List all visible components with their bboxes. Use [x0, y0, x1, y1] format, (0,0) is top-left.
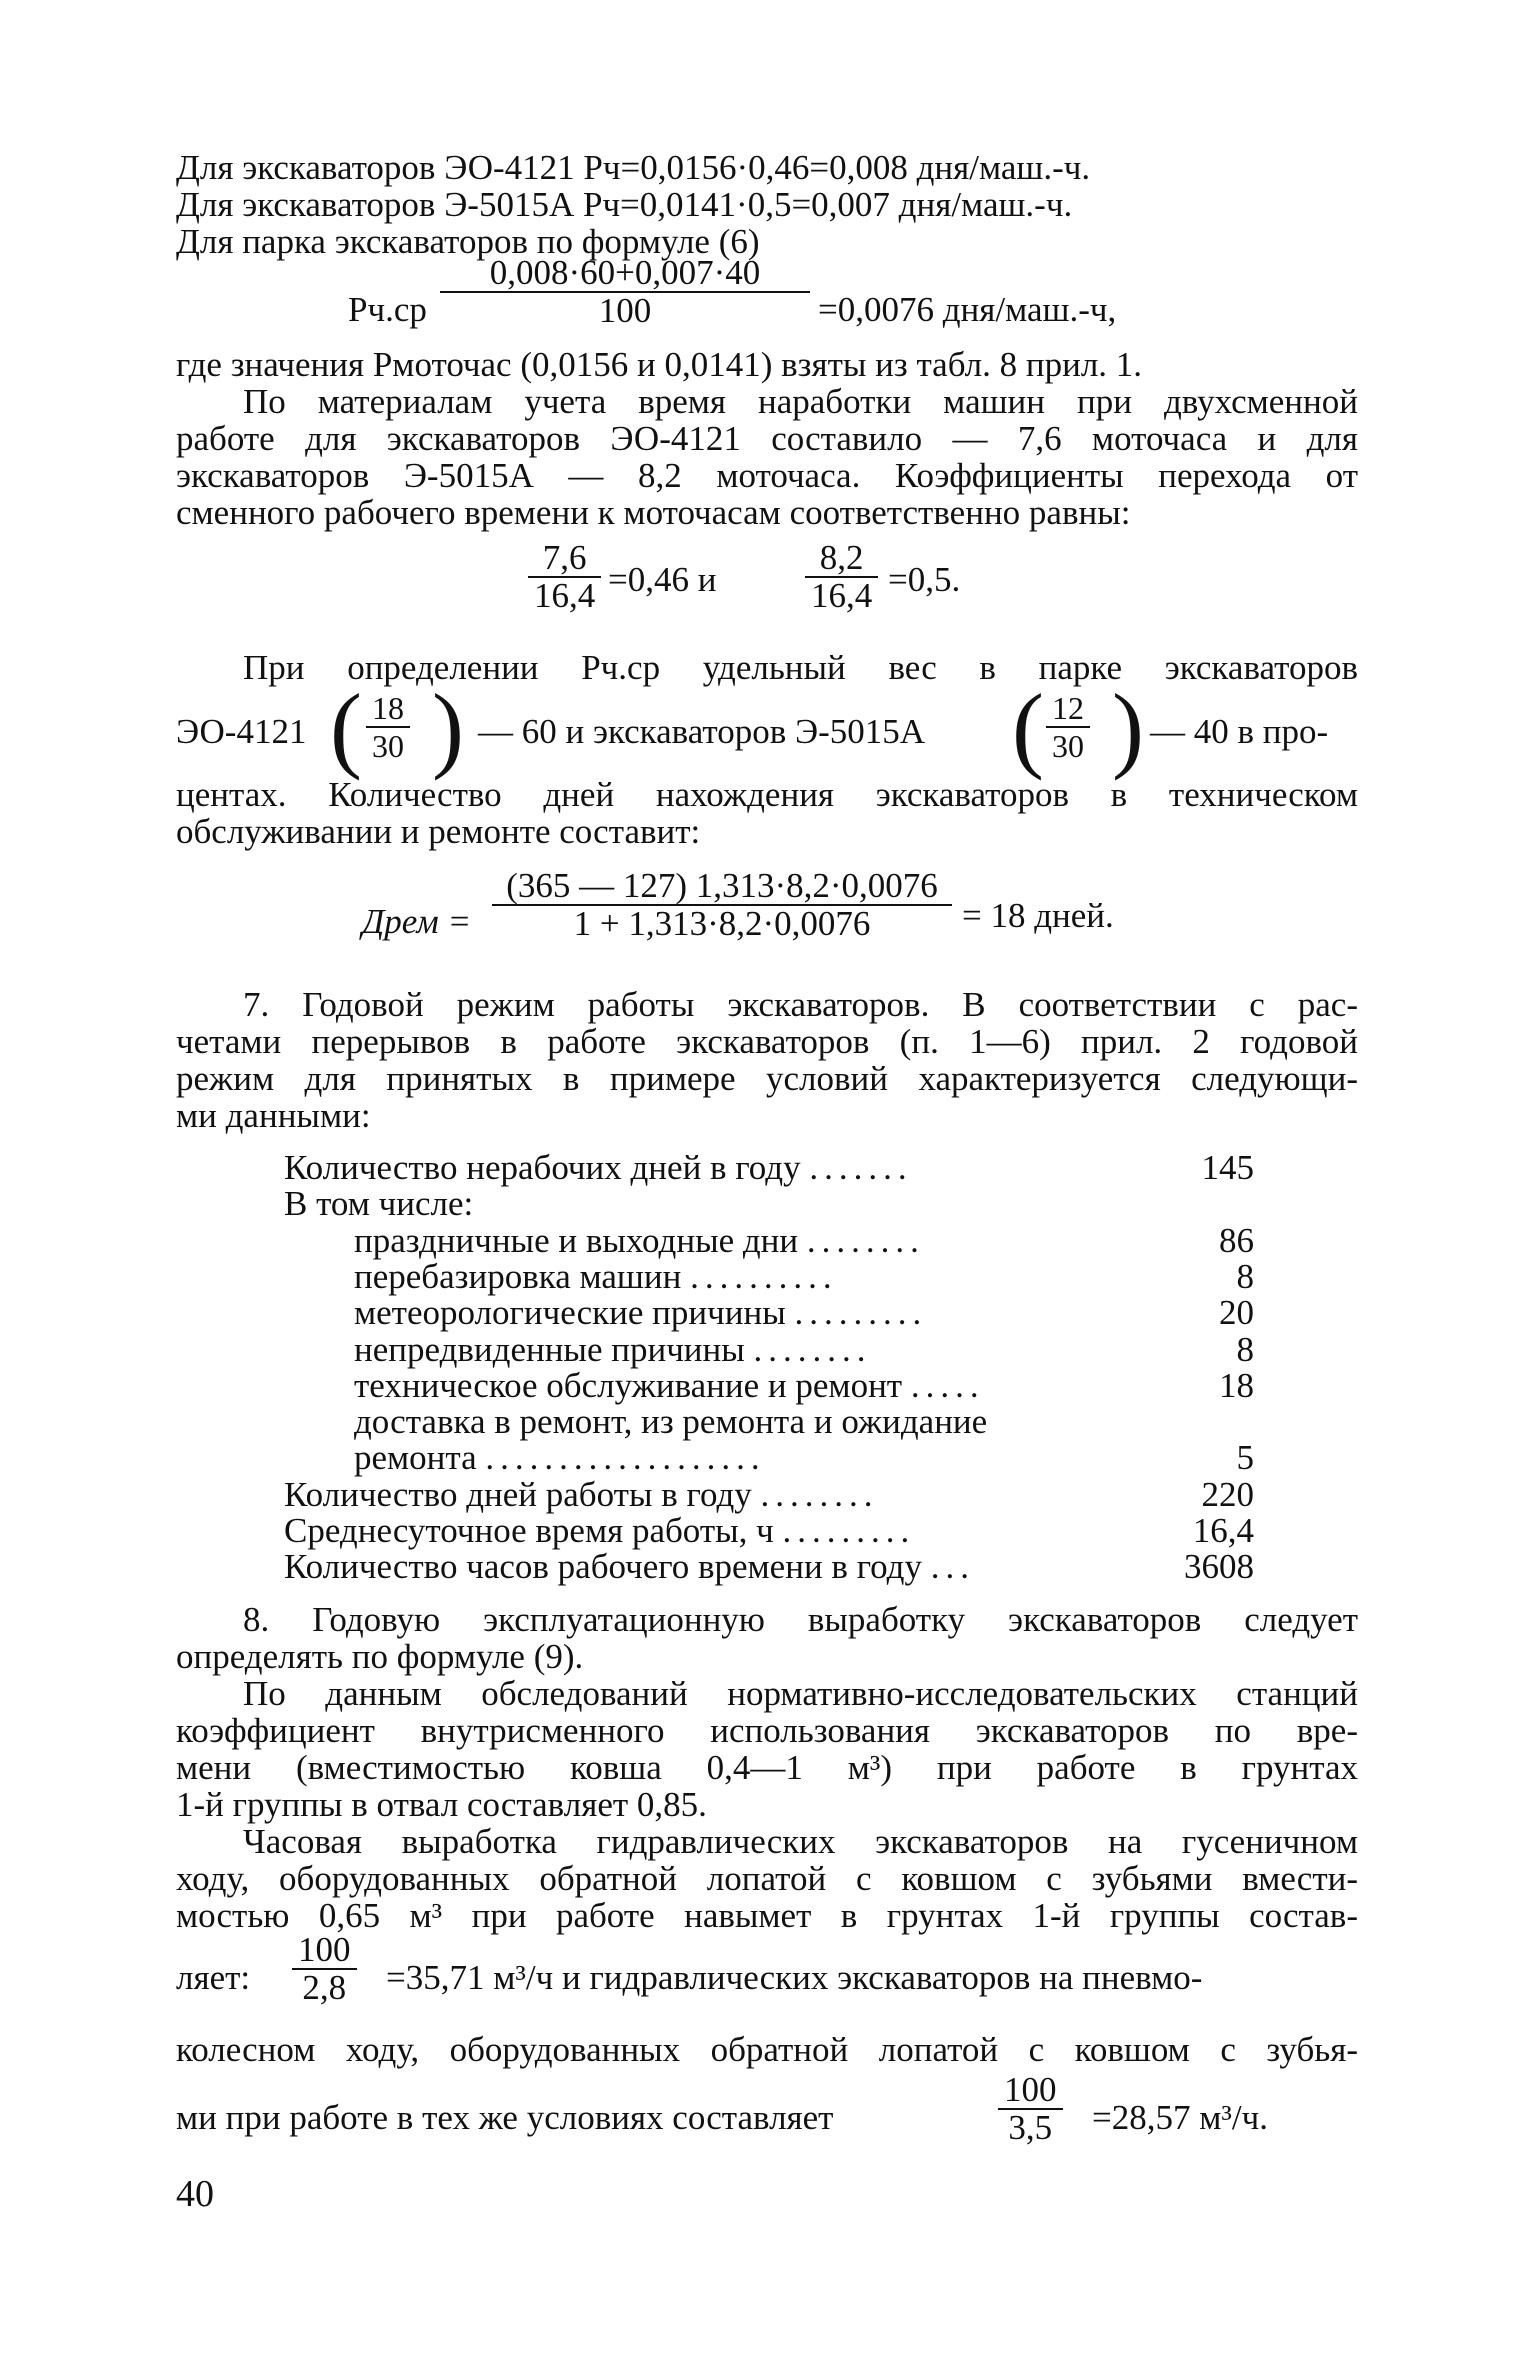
table-row-value: 8 — [1236, 1256, 1254, 1296]
fraction-denominator: 100 — [598, 291, 652, 330]
fraction-denominator: 3,5 — [1008, 2108, 1053, 2147]
text-line: Для парка экскаваторов по формуле (6) — [176, 222, 760, 261]
table-row-label — [354, 1295, 927, 1331]
fraction-numerator: 12 — [1046, 690, 1090, 728]
page-number: 40 — [176, 2173, 214, 2215]
text-line: коэффициент внутрисменного использования экскаваторов по вре- — [176, 1711, 1358, 1750]
table-row-label — [354, 1220, 925, 1260]
fraction-numerator: (365 — 127) 1,313·8,2·0,0076 — [492, 868, 952, 906]
table-row-label — [284, 1186, 473, 1222]
table-row-value: 5 — [1236, 1438, 1254, 1478]
bracket-close: ) — [1112, 674, 1144, 781]
formula-lhs: Дрем = — [362, 902, 472, 941]
formula-fraction — [366, 690, 410, 764]
formula-rhs: = 18 дней. — [962, 896, 1114, 935]
row-label-text: праздничные и выходные дни — [354, 1220, 799, 1260]
fraction-numerator: 0,008·60+0,007·40 — [440, 255, 810, 293]
text-line: ми данными: — [176, 1096, 371, 1135]
formula-fraction — [998, 2072, 1063, 2146]
text-fragment: ляет: — [176, 1958, 251, 1997]
formula-fraction — [528, 540, 601, 614]
section-heading: 8. Годовую эксплуатационную выработку экскаваторов следует — [243, 1600, 1358, 1639]
leader-dots: ........ — [760, 1474, 879, 1514]
table-row-label — [354, 1404, 987, 1440]
leader-dots: ..... — [910, 1365, 985, 1405]
fraction-numerator: 8,2 — [805, 540, 878, 578]
fraction-denominator: 30 — [372, 728, 404, 764]
text-line: Для экскаваторов Э-5015А Pч=0,0141·0,5=0,007 дня/маш.-ч. — [176, 185, 1073, 224]
formula-fraction — [292, 1932, 357, 2006]
fraction-numerator: 18 — [366, 690, 410, 728]
formula-lhs: Pч.ср — [348, 290, 427, 329]
table-row-value: 20 — [1219, 1293, 1254, 1333]
section-heading: 7. Годовой режим работы экскаваторов. В соответствии с рас- — [243, 985, 1358, 1024]
fraction-denominator: 2,8 — [302, 1968, 347, 2007]
text-line: центах. Количество дней нахождения экскаваторов в техническом — [176, 775, 1358, 814]
row-label-text: В том числе: — [284, 1184, 474, 1224]
formula-fraction — [440, 255, 810, 329]
table-row-value: 86 — [1219, 1220, 1254, 1260]
row-label-text: непредвиденные причины — [354, 1329, 745, 1369]
formula-fraction — [805, 540, 878, 614]
table-row-value: 3608 — [1184, 1547, 1254, 1587]
text-line: экскаваторов Э-5015А — 8,2 моточаса. Коэффициенты перехода от — [176, 456, 1358, 495]
table-row-label — [284, 1150, 913, 1186]
row-label-text: метеорологические причины — [354, 1293, 786, 1333]
row-label-text: доставка в ремонт, из ремонта и ожидание — [354, 1402, 988, 1442]
text-fragment: — 60 и экскаваторов Э-5015А — [478, 712, 926, 751]
formula-fraction — [1046, 690, 1090, 764]
fraction-numerator: 7,6 — [528, 540, 601, 578]
text-line: работе для экскаваторов ЭО-4121 составило — 7,6 моточаса и для — [176, 419, 1358, 458]
leader-dots: ........ — [753, 1329, 872, 1369]
table-row-value: 8 — [1236, 1329, 1254, 1369]
table-row-value: 18 — [1219, 1365, 1254, 1405]
text-line: обслуживании и ремонте составит: — [176, 812, 701, 851]
table-row-label — [354, 1440, 766, 1476]
fraction-denominator: 16,4 — [811, 576, 873, 615]
text-line: сменного рабочего времени к моточасам соответственно равны: — [176, 493, 1131, 532]
row-label-text: перебазировка машин — [354, 1256, 682, 1296]
bracket-open: ( — [330, 674, 362, 781]
text-line: По данным обследований нормативно-исследовательских станций — [243, 1674, 1358, 1713]
text-line: где значения Pмоточас (0,0156 и 0,0141) взяты из табл. 8 прил. 1. — [176, 345, 1143, 384]
bracket-close: ) — [432, 674, 464, 781]
fraction-denominator: 1 + 1,313·8,2·0,0076 — [573, 904, 871, 943]
leader-dots: ........ — [806, 1220, 925, 1260]
fraction-denominator: 30 — [1052, 728, 1084, 764]
table-row-label — [284, 1549, 975, 1585]
table-row-label — [354, 1329, 872, 1369]
table-row-value: 145 — [1201, 1148, 1254, 1187]
formula-text: =0,46 и — [608, 560, 717, 599]
fraction-denominator: 16,4 — [534, 576, 596, 615]
text-line: четами перерывов в работе экскаваторов (п. 1—6) прил. 2 годовой — [176, 1022, 1358, 1061]
row-label-text: ремонта — [354, 1438, 477, 1478]
text-line: 1-й группы в отвал составляет 0,85. — [176, 1785, 707, 1824]
leader-dots: ................... — [485, 1438, 766, 1478]
formula-text: =0,5. — [888, 560, 961, 599]
text-line: Часовая выработка гидравлических экскаваторов на гусеничном — [243, 1822, 1358, 1861]
text-line: режим для принятых в примере условий характеризуется следующи- — [176, 1059, 1358, 1098]
text-line: колесном ходу, оборудованных обратной лопатой с ковшом с зубья- — [176, 2030, 1358, 2069]
table-row-label — [284, 1474, 879, 1514]
text-line: Для экскаваторов ЭО-4121 Pч=0,0156·0,46=0,008 дня/маш.-ч. — [176, 148, 1091, 187]
text-line: По материалам учета время наработки машин при двухсменной — [243, 382, 1358, 421]
text-line: мени (вместимостью ковша 0,4—1 м³) при работе в грунтах — [176, 1748, 1358, 1787]
leader-dots: .......... — [690, 1256, 838, 1296]
row-label-text: Количество часов рабочего времени в году — [284, 1547, 922, 1587]
text-fragment: =35,71 м³/ч и гидравлических экскаваторов на пневмо- — [386, 1958, 1203, 1997]
text-line: ходу, оборудованных обратной лопатой с ковшом с зубьями вмести- — [176, 1859, 1358, 1898]
text-line: мостью 0,65 м³ при работе навымет в грунтах 1-й группы состав- — [176, 1896, 1358, 1935]
text-line: При определении Pч.ср удельный вес в парке экскаваторов — [243, 648, 1358, 687]
leader-dots: ......... — [794, 1293, 928, 1333]
leader-dots: ... — [930, 1547, 975, 1587]
leader-dots: ....... — [809, 1148, 913, 1187]
row-label-text: техническое обслуживание и ремонт — [354, 1365, 903, 1405]
formula-fraction — [492, 868, 952, 942]
bracket-open: ( — [1012, 674, 1044, 781]
table-row-label — [354, 1365, 985, 1405]
fraction-numerator: 100 — [292, 1932, 357, 1970]
fraction-numerator: 100 — [998, 2072, 1063, 2110]
text-line: определять по формуле (9). — [176, 1637, 584, 1676]
row-label-text: Количество нерабочих дней в году — [284, 1148, 801, 1187]
row-label-text: Среднесуточное время работы, ч — [284, 1511, 774, 1550]
table-row-label — [284, 1513, 915, 1549]
table-row-label — [354, 1256, 838, 1296]
text-fragment: =28,57 м³/ч. — [1092, 2098, 1268, 2137]
text-fragment: — 40 в про- — [1150, 712, 1329, 751]
table-row-value: 220 — [1201, 1474, 1254, 1514]
text-fragment: ми при работе в тех же условиях составляет — [176, 2098, 834, 2137]
row-label-text: Количество дней работы в году — [284, 1474, 752, 1514]
formula-rhs: =0,0076 дня/маш.-ч, — [818, 290, 1117, 329]
text-fragment: ЭО-4121 — [176, 712, 307, 751]
table-row-value: 16,4 — [1192, 1511, 1254, 1550]
leader-dots: ......... — [782, 1511, 916, 1550]
